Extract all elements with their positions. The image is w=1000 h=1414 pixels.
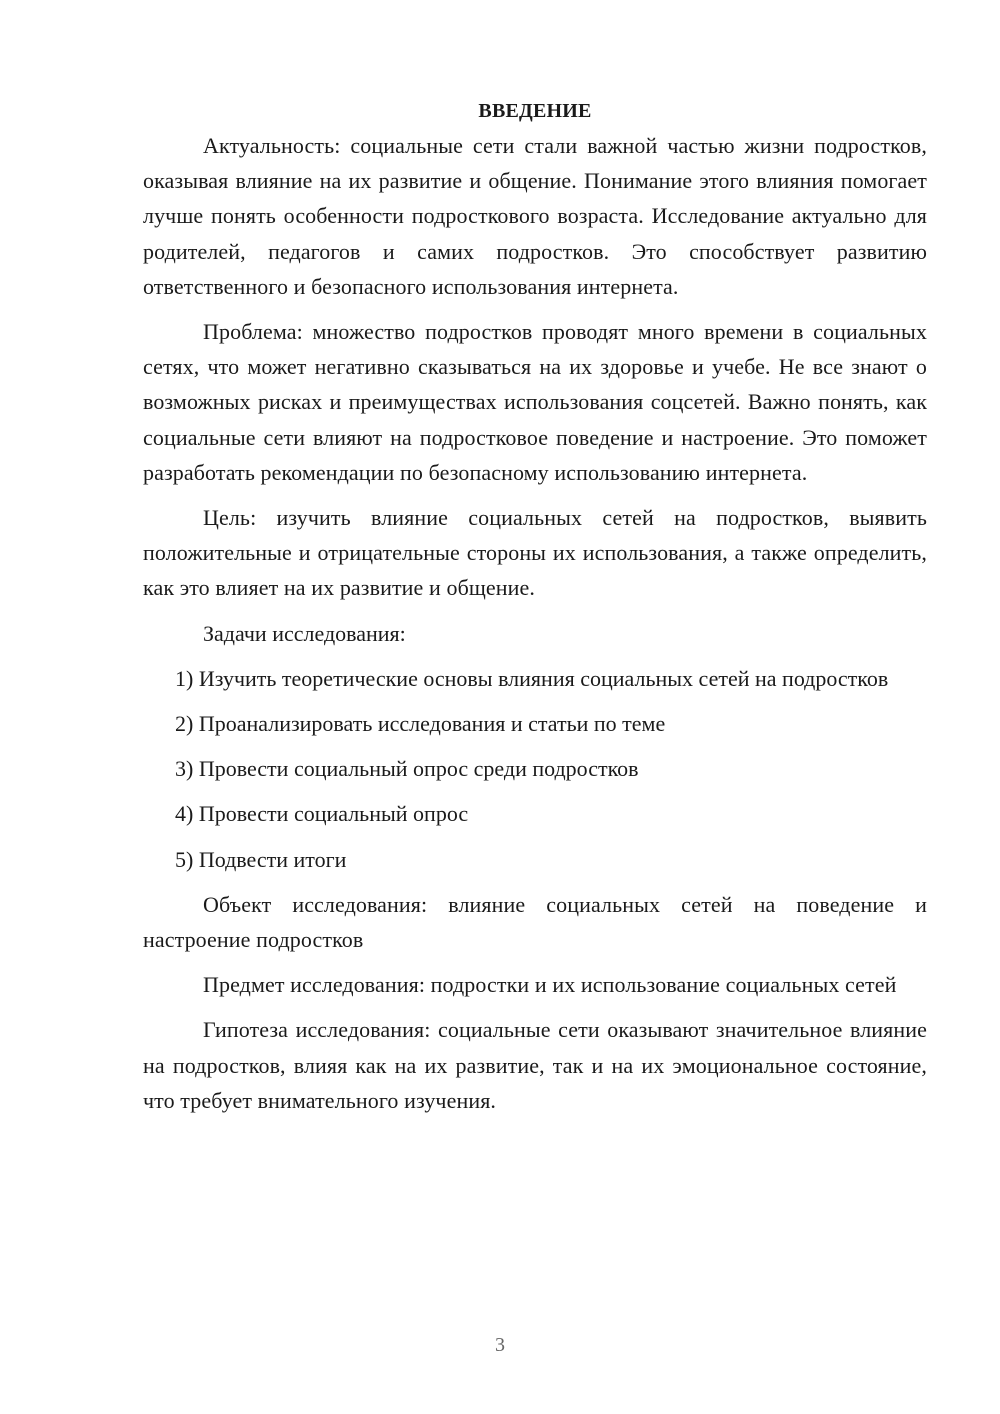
section-title: ВВЕДЕНИЕ [478,100,592,122]
paragraph-object: Объект исследования: влияние социальных сетей на поведение и настроение подростков [143,891,927,953]
tasks-list [143,661,927,877]
page-content [143,94,927,1128]
task-item: 1) Изучить теоретические основы влияния социальных сетей на подростков [175,665,889,691]
task-item: 3) Провести социальный опрос среди подростков [175,756,639,782]
paragraph-goal: Цель: изучить влияние социальных сетей на подростков, выявить положительные и отрицательные стороны их использования, а также определить, как это влияет на их развитие и общение. [143,505,927,601]
paragraph-problem: Проблема: множество подростков проводят много времени в социальных сетях, что может негативно сказываться на их здоровье и учебе. Не все знают о возможных рисках и преимуществах использования соцсетей. Важно понять, как социальные сети влияют на подростковое поведение и настроение. Это поможет разработать рекомендации по безопасному использованию интернета. [143,319,927,485]
paragraph-hypothesis: Гипотеза исследования: социальные сети оказывают значительное влияние на подростков, влияя как на их развитие, так и на их эмоциональное состояние, что требует внимательного изучения. [143,1017,927,1113]
task-item: 4) Провести социальный опрос [175,801,469,827]
task-item: 2) Проанализировать исследования и статьи по теме [175,711,666,737]
task-item: 5) Подвести итоги [175,846,347,872]
paragraph-relevance: Актуальность: социальные сети стали важной частью жизни подростков, оказывая влияние на их развитие и общение. Понимание этого влияния помогает лучше понять особенности подросткового возраста. Исследование актуально для родителей, педагогов и самих подростков. Это способствует развитию ответственного и безопасного использования интернета. [143,133,927,299]
tasks-heading: Задачи исследования: [203,620,406,646]
page-number: 3 [495,1334,505,1356]
paragraph-subject: Предмет исследования: подростки и их использование социальных сетей [203,972,897,998]
